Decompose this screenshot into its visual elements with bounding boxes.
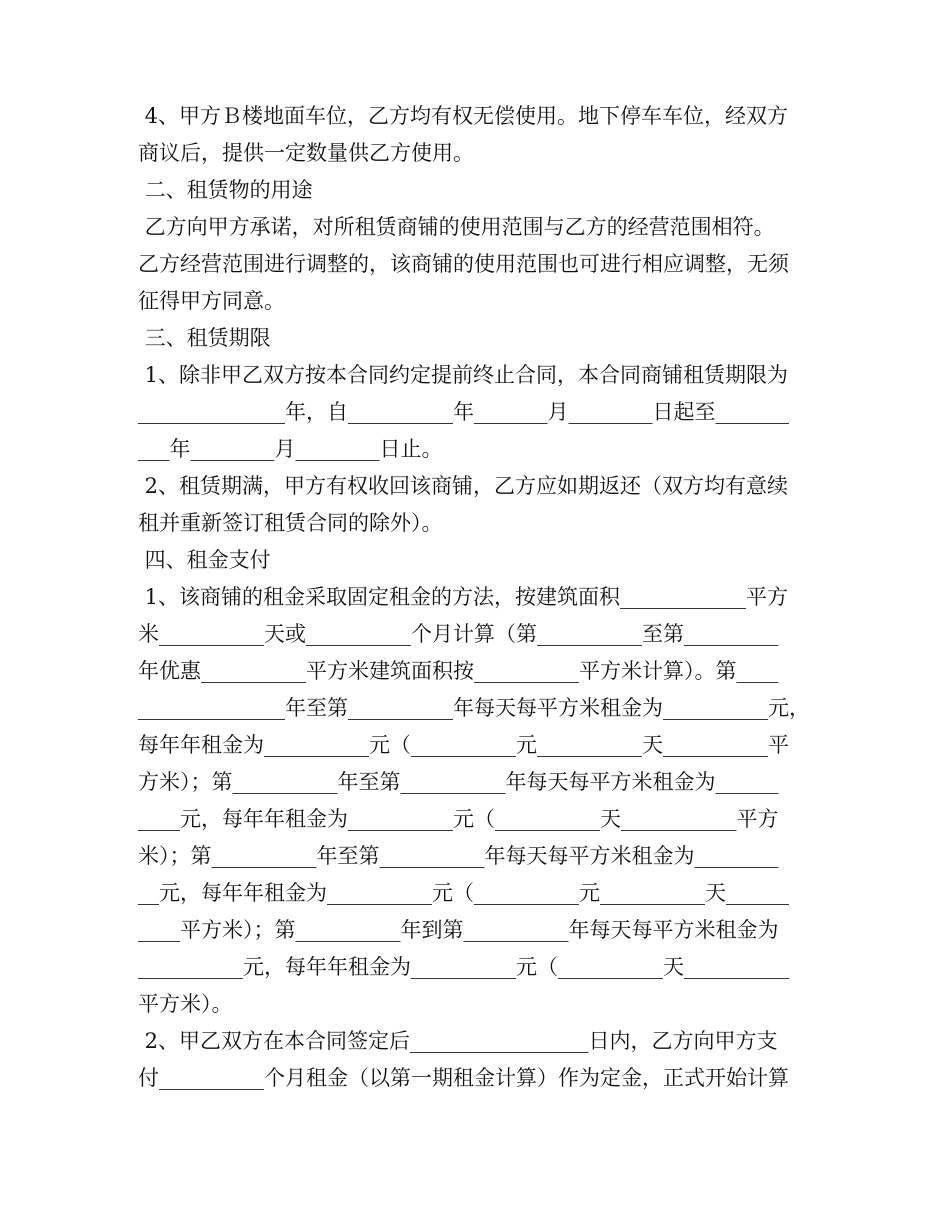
contract-page [138,98,818,1097]
text-line: 年优惠__________平方米建筑面积按__________平方米计算）。第____ [138,659,779,683]
text-line: ______________年至第__________年每天每平方米租金为__________元， [138,696,810,720]
text-line: 4、甲方Ｂ楼地面车位，乙方均有权无偿使用。地下停车车位，经双方 [138,104,789,128]
text-line: 米__________天或__________个月计算（第__________至第_________ [138,622,779,646]
text-line: 2、甲乙双方在本合同签定后_________________日内，乙方向甲方支 [138,1029,778,1053]
text-line: 2、租赁期满，甲方有权收回该商铺，乙方应如期返还（双方均有意续 [138,474,789,498]
text-line: ______________年，自__________年_______月________日起至_______ [138,400,789,424]
section-heading: 四、租金支付 [138,548,271,572]
text-line: 租并重新签订租赁合同的除外）。 [138,511,443,535]
text-line: 付__________个月租金（以第一期租金计算）作为定金，正式开始计算 [138,1066,789,1090]
text-line: 方米）；第__________年至第__________年每天每平方米租金为______ [138,770,779,794]
text-line: 每年年租金为__________元（__________元__________天__________平 [138,733,789,757]
text-line: 米）；第__________年至第__________年每天每平方米租金为________ [138,844,779,868]
text-line: 征得甲方同意。 [138,289,285,313]
text-line: ___年________月________日止。 [138,437,443,461]
text-line: 乙方经营范围进行调整的，该商铺的使用范围也可进行相应调整，无须 [138,252,789,276]
text-line: ____元，每年年租金为__________元（__________天___________平方 [138,807,779,831]
text-line: 1、该商铺的租金采取固定租金的方法，按建筑面积____________平方 [138,585,789,609]
text-line: __元，每年年租金为__________元（__________元__________天______ [138,881,789,905]
text-line: 平方米）。 [138,992,233,1016]
text-line: __________元，每年年租金为__________元（__________天__________ [138,955,789,979]
section-heading: 二、租赁物的用途 [138,178,313,202]
section-heading: 三、租赁期限 [138,326,271,350]
text-line: 商议后，提供一定数量供乙方使用。 [138,141,474,165]
text-line: 乙方向甲方承诺，对所租赁商铺的使用范围与乙方的经营范围相符。 [138,215,775,239]
text-line: ____平方米）；第__________年到第__________年每天每平方米租金为 [138,918,779,942]
text-line: 1、除非甲乙双方按本合同约定提前终止合同，本合同商铺租赁期限为 [138,363,789,387]
